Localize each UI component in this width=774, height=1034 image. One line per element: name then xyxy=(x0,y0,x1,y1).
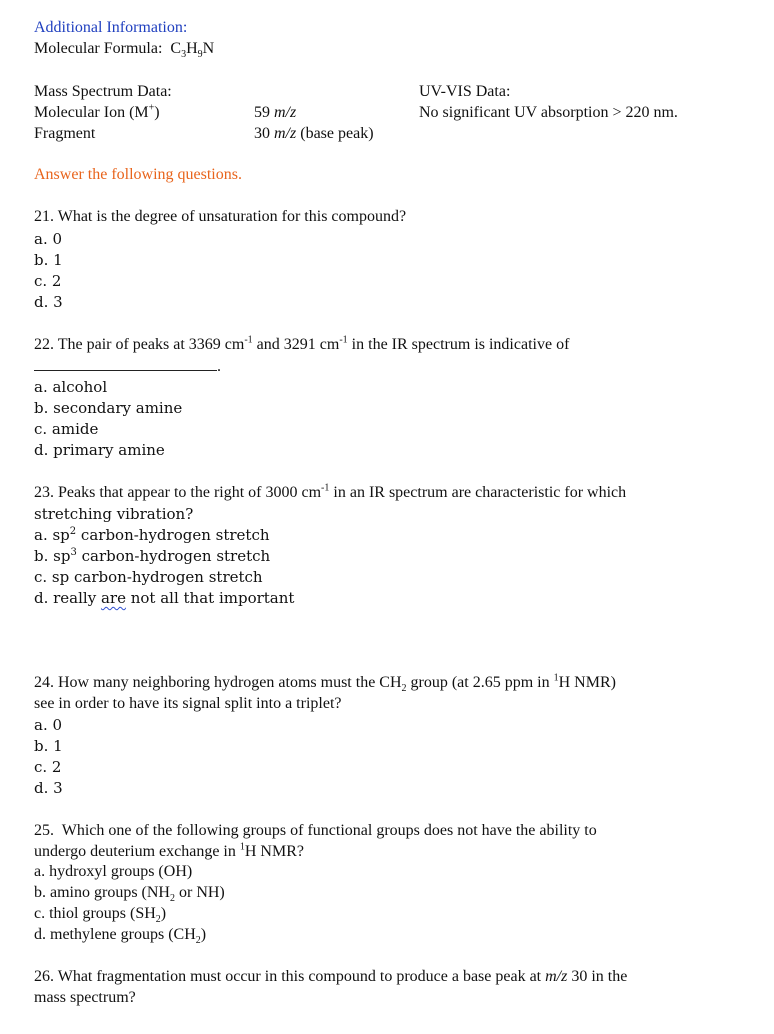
fragment-value: 30 m/z (base peak) xyxy=(254,125,374,142)
q25-option-a: a. hydroxyl groups (OH) xyxy=(34,863,193,880)
question-25-line-1: 25. Which one of the following groups of functional groups does not have the ability to xyxy=(34,822,597,839)
q24-option-c: c. 2 xyxy=(34,758,62,776)
q24-option-b: b. 1 xyxy=(34,737,63,755)
q22-option-c: c. amide xyxy=(34,420,99,438)
q23-option-d: d. really are not all that important xyxy=(34,589,295,607)
formula-label: Molecular Formula: xyxy=(34,40,163,57)
formula-value: $C_3H_9N$ xyxy=(170,40,215,61)
molecular-ion-value: 59 m/z xyxy=(254,104,297,121)
q21-option-d: d. 3 xyxy=(34,293,63,311)
q25-option-c: c. thiol groups $(SH_2)$ xyxy=(34,905,167,926)
question-23-line-1: 23. Peaks that appear to the right of 3000 $cm^{-1}$ in an IR spectrum are characteristic for which xyxy=(34,482,627,501)
q25-option-b: b. amino groups ($NH_2$ or NH) xyxy=(34,884,225,905)
question-26-line-1: 26. What fragmentation must occur in this compound to produce a base peak at m/z 30 in the xyxy=(34,968,628,985)
question-23-line-2: stretching vibration? xyxy=(34,505,194,523)
q25-option-d: d. methylene groups $(CH_2)$ xyxy=(34,926,207,947)
q22-option-a: a. alcohol xyxy=(34,378,108,396)
q22-option-b: b. secondary amine xyxy=(34,399,183,417)
q24-option-a: a. 0 xyxy=(34,716,63,734)
q24-option-d: d. 3 xyxy=(34,779,63,797)
q22-answer-blank: . xyxy=(34,356,221,377)
spellcheck-flagged-word: are xyxy=(100,589,126,607)
q23-option-b: b. $sp^3$ carbon-hydrogen stretch xyxy=(34,547,271,565)
question-24-line-2: see in order to have its signal split into a triplet? xyxy=(34,695,342,712)
question-25-line-2: undergo deuterium exchange in $^1$H NMR? xyxy=(34,841,304,860)
uv-vis-text: No significant UV absorption > 220 nm. xyxy=(419,104,678,121)
question-26-line-2: mass spectrum? xyxy=(34,989,136,1006)
q21-option-c: c. 2 xyxy=(34,272,62,290)
question-24-line-1: 24. How many neighboring hydrogen atoms must the $CH_2$ group (at 2.65 ppm in $^1$H NMR) xyxy=(34,672,616,695)
q21-option-a: a. 0 xyxy=(34,230,63,248)
fragment-label: Fragment xyxy=(34,125,96,142)
mass-spectrum-title: Mass Spectrum Data: xyxy=(34,83,172,100)
additional-info-heading: Additional Information: xyxy=(34,19,188,36)
q23-option-c: c. sp carbon-hydrogen stretch xyxy=(34,568,263,586)
instructions: Answer the following questions. xyxy=(34,166,242,183)
question-22: 22. The pair of peaks at 3369 $cm^{-1}$ and 3291 $cm^{-1}$ in the IR spectrum is indicative of xyxy=(34,334,570,353)
q22-option-d: d. primary amine xyxy=(34,441,165,459)
molecular-ion-label: Molecular Ion (M+) xyxy=(34,102,160,121)
q21-option-b: b. 1 xyxy=(34,251,63,269)
q23-option-a: a. $sp^2$ carbon-hydrogen stretch xyxy=(34,526,270,544)
uv-vis-title: UV-VIS Data: xyxy=(419,83,511,100)
question-21: 21. What is the degree of unsaturation for this compound? xyxy=(34,208,407,225)
molecular-formula xyxy=(34,39,214,59)
